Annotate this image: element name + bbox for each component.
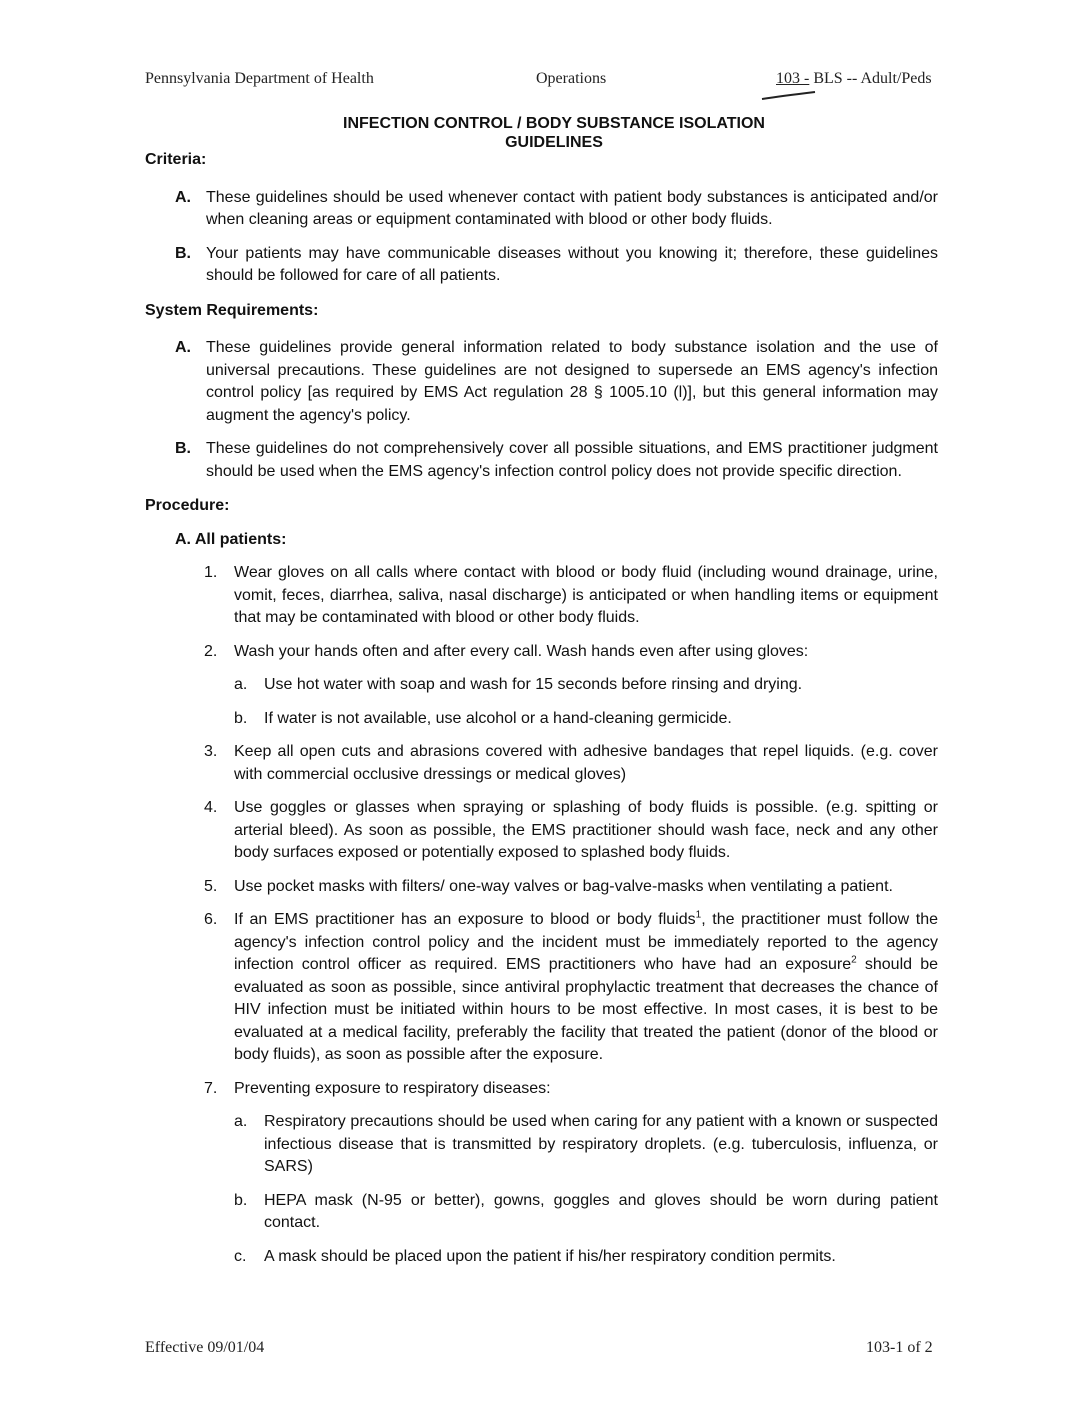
item-text: Respiratory precautions should be used when caring for any patient with a known or suspected infectious disease that is transmitted by respiratory droplets. (e.g. tuberculosis, influenza, or SARS) [264,1113,938,1175]
item-marker: B. [175,244,191,262]
footnote-ref-1: 1 [695,909,702,921]
procedure-item-4 [145,797,938,865]
item-marker: A. [175,339,191,356]
document-title [0,114,1088,152]
item-text: Use hot water with soap and wash for 15 seconds before rinsing and drying. [264,676,803,693]
item-text: These guidelines provide general information related to body substance isolation and the use of universal precautions. These guidelines are not designed to supersede an EMS agency's infection control policy [as required by EMS Act regulation 28 § 1005.10 (l)], but this general information may augment the agency's policy. [206,339,938,424]
system-requirements-heading: System Requirements: [145,301,319,319]
procedure-item-6 [145,909,938,1067]
item-marker: 5. [204,877,218,895]
item-text: If water is not available, use alcohol or a hand-cleaning germicide. [264,709,732,727]
procedure-item-7a [145,1111,938,1179]
criteria-item-a [145,187,938,232]
item-text-part: If an EMS practitioner has an exposure to blood or body fluids [234,911,696,928]
footer-effective-date: Effective 09/01/04 [145,1339,265,1356]
item-marker: 2. [204,642,218,660]
procedure-item-3 [145,741,938,786]
item-text: Wear gloves on all calls where contact with blood or body fluid (including wound drainage, urine, vomit, feces, diarrhea, saliva, nasal discharge) is anticipated or when handling items or equipment that may be contaminated with blood or other body fluids. [234,564,938,626]
procedure-item-7b [145,1190,938,1235]
header-organization: Pennsylvania Department of Health [145,70,374,87]
procedure-item-7c [145,1246,938,1269]
item-marker: A. [175,188,191,206]
item-text: These guidelines do not comprehensively cover all possible situations, and EMS practitioner judgment should be used when the EMS agency's infection control policy does not provide specific direction. [206,440,938,480]
item-marker: B. [175,440,191,457]
system-item-a [145,337,938,427]
item-text: HEPA mask (N-95 or better), gowns, goggles and gloves should be worn during patient contact. [264,1191,938,1231]
procedure-item-7 [145,1078,938,1101]
item-text: Your patients may have communicable diseases without you knowing it; therefore, these guidelines should be followed for care of all patients. [206,244,938,284]
item-text: Use goggles or glasses when spraying or splashing of body fluids is possible. (e.g. spitting or arterial bleed). As soon as possible, the EMS practitioner should wash face, neck and any other body surfaces exposed or potentially exposed to splashed body fluids. [234,799,938,861]
header-protocol-number: 103 - [776,70,810,87]
procedure-item-1 [145,562,938,630]
item-text [234,911,938,1063]
title-line-1: INFECTION CONTROL / BODY SUBSTANCE ISOLATION [343,115,765,132]
header-protocol [776,70,932,88]
system-item-b [145,438,938,483]
item-text: Wash your hands often and after every call. Wash hands even after using gloves: [234,642,809,660]
item-marker: 1. [204,564,218,581]
item-marker: 6. [204,911,218,928]
item-marker: 3. [204,743,218,760]
item-text-part: , the practitioner must follow the agency's infection control policy and the incident must be immediately reported to the agency infection control officer as required. EMS practitioners who have had an exposure [234,911,938,973]
item-marker: c. [234,1247,247,1265]
footnote-ref-2: 2 [851,954,857,966]
procedure-item-2b [145,708,938,731]
header-section: Operations [536,70,607,87]
criteria-item-b [145,243,938,288]
item-marker: 4. [204,799,218,816]
footer-page-number: 103-1 of 2 [866,1339,933,1356]
item-marker: b. [234,709,248,727]
item-text: These guidelines should be used whenever contact with patient body substances is anticipated and/or when cleaning areas or equipment contaminated with blood or other body fluids. [206,188,938,228]
item-text: A mask should be placed upon the patient if his/her respiratory condition permits. [264,1247,836,1265]
procedure-heading: Procedure: [145,497,230,514]
criteria-heading: Criteria: [145,151,207,168]
document-body [145,149,938,1268]
item-text-part: should be evaluated as soon as possible, since antiviral prophylactic treatment that decreases the chance of HIV infection must be initiated within hours to be most effective. In most cases, it is best to be evaluated at a medical facility, preferably the facility that treated the patient (donor of the blood or body fluids), as soon as possible after the exposure. [234,956,938,1063]
item-text: Preventing exposure to respiratory diseases: [234,1079,551,1097]
procedure-subheading: A. All patients: [175,530,287,548]
procedure-item-5 [145,876,938,899]
item-marker: b. [234,1191,248,1209]
item-marker: a. [234,1113,248,1130]
pen-mark-icon [760,90,820,102]
procedure-item-2 [145,641,938,664]
title-line-2: GUIDELINES [505,134,603,151]
header-protocol-label: BLS -- Adult/Peds [809,70,932,87]
item-marker: 7. [204,1079,218,1097]
procedure-item-2a [145,674,938,697]
item-text: Use pocket masks with filters/ one-way valves or bag-valve-masks when ventilating a patient. [234,877,893,895]
item-text: Keep all open cuts and abrasions covered with adhesive bandages that repel liquids. (e.g. cover with commercial occlusive dressings or medical gloves) [234,743,938,783]
item-marker: a. [234,676,248,693]
